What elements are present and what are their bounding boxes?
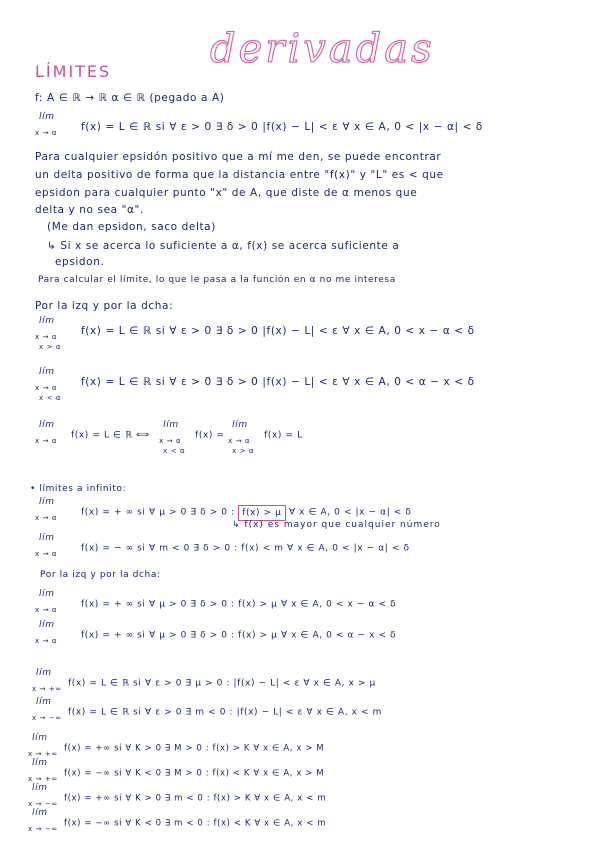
limit-definition-left	[35, 367, 475, 402]
note-line: epsidon.	[55, 256, 105, 268]
lim-label: lím	[39, 367, 55, 377]
lim-subscript: x → α	[35, 606, 58, 614]
lim-subscript: x → α	[35, 384, 58, 392]
limit-equivalence	[35, 420, 303, 455]
function-definition: f: A ∈ ℝ → ℝ α ∈ ℝ (pegado a A)	[35, 92, 225, 104]
limit-infinite-at-infinity	[28, 808, 327, 833]
lim-label: lím	[39, 620, 55, 630]
subheading: Por la izq y por la dcha:	[35, 300, 174, 312]
limit-infinite-at-infinity	[28, 733, 325, 758]
limit-infinite-left	[35, 620, 397, 645]
limit-expression: f(x) = + ∞ si ∀ μ > 0 ∃ δ > 0 : f(x) > μ ∀ x ∈ A, 0 < x − α < δ	[81, 599, 397, 610]
limit-expression: f(x) = +∞ si ∀ K > 0 ∃ m < 0 : f(x) > K ∀ x ∈ A, x < m	[64, 793, 327, 804]
lim-subscript: x → α	[35, 437, 58, 445]
lim-label: lím	[39, 420, 55, 430]
limit-expression: f(x) = +∞ si ∀ K > 0 ∃ M > 0 : f(x) > K ∀ x ∈ A, x > M	[64, 743, 325, 754]
limit-expression: f(x) = + ∞ si ∀ μ > 0 ∃ δ > 0 :	[81, 507, 235, 518]
lim-subscript: x → −∞	[28, 800, 58, 808]
limit-infinite-at-infinity	[28, 783, 327, 808]
lim-label: lím	[39, 589, 55, 599]
note-line: ↳ Si x se acerca lo suficiente a α, f(x) se acerca suficiente a	[47, 240, 400, 252]
limit-expression: f(x) = L ∈ ℝ si ∀ ε > 0 ∃ m < 0 : |f(x) − L| < ε ∀ x ∈ A, x < m	[68, 707, 382, 718]
note-line: (Me dan epsidon, saco delta)	[47, 221, 216, 233]
lim-subscript: x > α	[232, 447, 255, 455]
lim-label: lím	[163, 420, 179, 430]
lim-label: lím	[39, 497, 55, 507]
lim-subscript: x → α	[35, 550, 58, 558]
lim-label: lím	[32, 808, 48, 818]
limit-infinite-minus	[35, 533, 410, 558]
lim-subscript: x → −∞	[32, 714, 62, 722]
annotation: ↳ f(x) es mayor que cualquier número	[232, 520, 441, 530]
page-title: derivadas	[210, 26, 435, 72]
lim-subscript: x → α	[35, 637, 58, 645]
subheading: • límites a infinito:	[30, 484, 127, 494]
limit-expression: f(x) = L ∈ ℝ si ∀ ε > 0 ∃ μ > 0 : |f(x) − L| < ε ∀ x ∈ A, x > μ	[68, 678, 376, 689]
limit-expression: f(x) =	[195, 430, 225, 441]
lim-subscript: x → +∞	[28, 750, 58, 758]
limit-definition-right	[35, 316, 475, 351]
lim-label: lím	[36, 697, 52, 707]
lim-subscript: x → α	[35, 514, 58, 522]
limit-expression: f(x) = L ∈ ℝ si ∀ ε > 0 ∃ δ > 0 |f(x) − L| < ε ∀ x ∈ A, 0 < |x − α| < δ	[81, 121, 483, 133]
limit-expression: f(x) = L	[264, 430, 303, 441]
lim-label: lím	[32, 733, 48, 743]
limit-expression: f(x) = −∞ si ∀ K < 0 ∃ M > 0 : f(x) < K ∀ x ∈ A, x > M	[64, 768, 325, 779]
lim-subscript: x > α	[39, 343, 62, 351]
limit-infinite-at-infinity	[28, 758, 325, 783]
paragraph-line: un delta positivo de forma que la distancia entre "f(x)" y "L" es < que	[35, 169, 444, 181]
limit-expression: f(x) = + ∞ si ∀ μ > 0 ∃ δ > 0 : f(x) > μ ∀ x ∈ A, 0 < α − x < δ	[81, 630, 397, 641]
lim-label: lím	[39, 112, 55, 122]
lim-label: lím	[32, 783, 48, 793]
lim-label: lím	[232, 420, 248, 430]
paragraph-line: delta y no sea "α".	[35, 204, 144, 216]
lim-label: lím	[39, 533, 55, 543]
lim-subscript: x → −∞	[28, 825, 58, 833]
lim-subscript: x → +∞	[28, 775, 58, 783]
lim-subscript: x → +∞	[32, 685, 62, 693]
limit-expression: f(x) = L ∈ ℝ si ∀ ε > 0 ∃ δ > 0 |f(x) − L| < ε ∀ x ∈ A, 0 < α − x < δ	[81, 376, 475, 388]
highlight-box: f(x) > μ	[238, 505, 285, 521]
lim-subscript: x → α	[35, 333, 58, 341]
limit-expression: f(x) = −∞ si ∀ K < 0 ∃ m < 0 : f(x) < K ∀ x ∈ A, x < m	[64, 818, 327, 829]
lim-subscript: x → α	[228, 437, 251, 445]
limit-expression: f(x) = L ∈ ℝ ⟺	[71, 430, 150, 441]
limit-expression: f(x) = − ∞ si ∀ m < 0 ∃ δ > 0 : f(x) < m ∀ x ∈ A, 0 < |x − α| < δ	[81, 543, 410, 554]
lim-subscript: x → α	[35, 129, 58, 137]
section-heading-limites: LÍMITES	[35, 62, 112, 81]
limit-definition	[35, 112, 483, 137]
limit-at-plus-infinity	[32, 668, 376, 693]
paragraph-line: epsidon para cualquier punto "x" de A, que diste de α menos que	[35, 187, 418, 199]
lim-subscript: x → α	[159, 437, 182, 445]
lim-subscript: x < α	[163, 447, 186, 455]
lim-label: lím	[36, 668, 52, 678]
limit-at-minus-infinity	[32, 697, 382, 722]
limit-expression: ∀ x ∈ A, 0 < |x − α| < δ	[288, 507, 412, 518]
lim-subscript: x < α	[39, 394, 62, 402]
limit-expression: f(x) = L ∈ ℝ si ∀ ε > 0 ∃ δ > 0 |f(x) − L| < ε ∀ x ∈ A, 0 < x − α < δ	[81, 325, 475, 337]
paragraph-line: Para cualquier epsidón positivo que a mí me den, se puede encontrar	[35, 151, 442, 163]
limit-infinite-right	[35, 589, 397, 614]
limit-infinite-plus	[35, 497, 412, 522]
lim-label: lím	[39, 316, 55, 326]
subheading: Por la izq y por la dcha:	[40, 570, 161, 580]
lim-label: lím	[32, 758, 48, 768]
note-line: Para calcular el límite, lo que le pasa a la función en α no me interesa	[38, 275, 396, 285]
